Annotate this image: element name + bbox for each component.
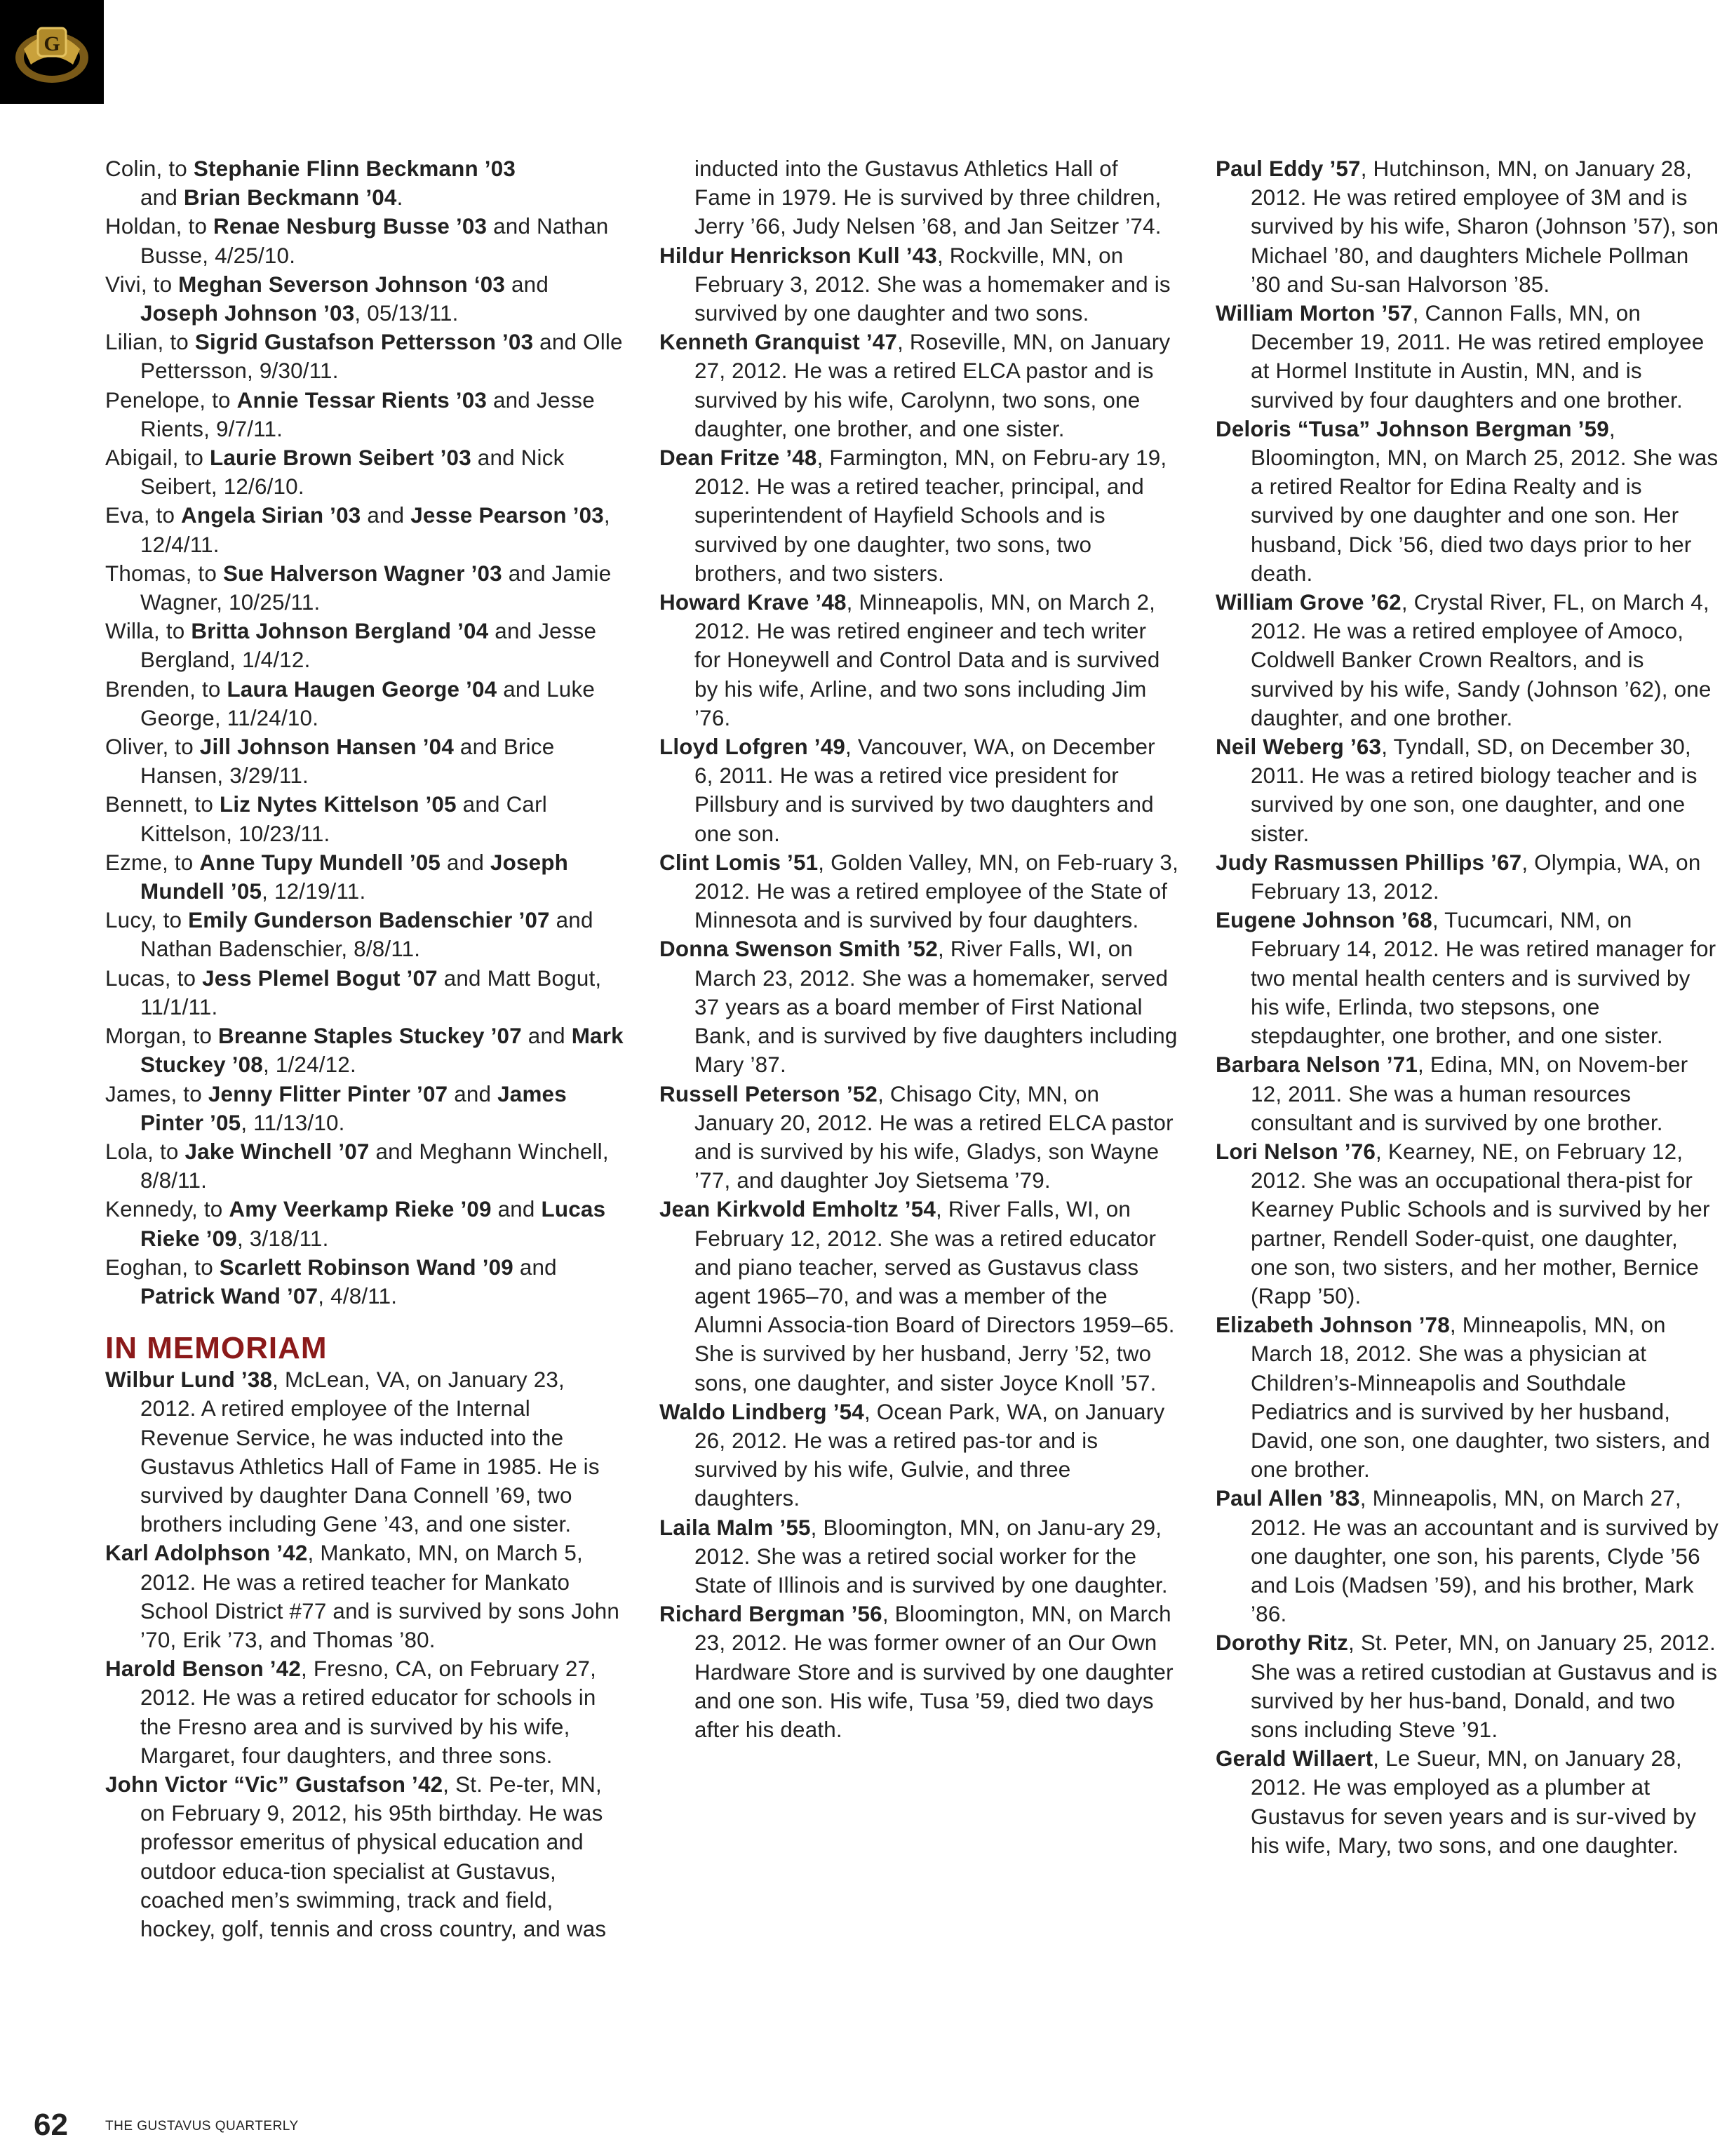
- entry-text: , Farmington, MN, on Febru-ary 19, 2012. He was a retired teacher, principal, and superintendent of Hayfield Schools and is survived by one daughter, two sons, two brothers, and two sisters.: [694, 446, 1167, 586]
- person-name: Laura Haugen George ’04: [227, 676, 497, 702]
- person-name: Breanne Staples Stuckey ’07: [217, 1024, 522, 1049]
- entry-text: and Luke George, 11/24/10.: [140, 676, 596, 730]
- entry-text: Eoghan, to: [105, 1254, 220, 1280]
- entry-text: , Kearney, NE, on February 12, 2012. She was an occupational thera-pist for Kearney Public Schools and is survived by her partner, Rendell Soder-quist, one daughter, one son, two sisters, and her mother, Bernice (Rapp ’50).: [1251, 1139, 1710, 1308]
- class-ring-logo: [0, 0, 104, 104]
- person-name: Lloyd Lofgren ’49: [659, 735, 846, 760]
- entry: [105, 443, 624, 501]
- entry: [105, 1253, 624, 1311]
- entry: [105, 1770, 624, 1943]
- entry: [659, 848, 1178, 935]
- entry: [1216, 588, 1721, 732]
- person-name: John Victor “Vic” Gustafson ’42: [105, 1772, 443, 1797]
- entry: [105, 1654, 624, 1770]
- section-heading: IN MEMORIAM: [105, 1331, 328, 1366]
- entry-text: Penelope, to: [105, 387, 237, 413]
- person-name: Patrick Wand ’07: [140, 1283, 318, 1308]
- entry-text: James, to: [105, 1081, 208, 1106]
- entry: [1216, 1050, 1721, 1137]
- column-left: [105, 154, 624, 1943]
- person-name: Donna Swenson Smith ’52: [659, 937, 939, 962]
- entry: [659, 732, 1178, 848]
- entry-text: and Carl Kittelson, 10/23/11.: [140, 792, 547, 846]
- entry-text: , St. Pe-ter, MN, on February 9, 2012, his 95th birthday. He was professor emeritus of physical education and outdoor educa-tion specialist at Gustavus, coached men’s swimming, track and field, hockey, golf, tennis and cross country, and was: [140, 1772, 607, 1941]
- entry-text: , Le Sueur, MN, on January 28, 2012. He was employed as a plumber at Gustavus for seven years and is sur-vived by his wife, Mary, two sons, and one daughter.: [1251, 1746, 1697, 1858]
- entry: [1216, 1311, 1721, 1484]
- entry: [659, 443, 1178, 588]
- person-name: Joseph Johnson ’03: [140, 301, 355, 326]
- entry-text: , Minneapolis, MN, on March 27, 2012. He was an accountant and is survived by one daughter, one son, his parents, Clyde ’56 and Lois (Madsen ’59), and his brother, Mark ’86.: [1251, 1486, 1719, 1627]
- person-name: Renae Nesburg Busse ’03: [213, 214, 488, 239]
- entry-text: , Minneapolis, MN, on March 18, 2012. She was a physician at Children’s-Minneapolis and Southdale Pediatrics and is survived by her husband, David, one son, one daughter, two sisters, and one brother.: [1251, 1313, 1710, 1482]
- entry-text: , Minneapolis, MN, on March 2, 2012. He was retired engineer and tech writer for Honeywell and Control Data and is survived by his wife, Arline, and two sons including Jim ’76.: [694, 590, 1160, 730]
- entry-text: Morgan, to: [105, 1024, 218, 1049]
- person-name: Emily Gunderson Badenschier ’07: [188, 908, 550, 933]
- entry-text: and Jesse Bergland, 1/4/12.: [140, 619, 597, 673]
- entry: [105, 154, 624, 212]
- person-name: Jesse Pearson ’03: [410, 503, 604, 528]
- person-name: Kenneth Granquist ’47: [659, 330, 898, 355]
- ring-icon: [0, 0, 104, 104]
- entry: [105, 270, 624, 328]
- person-name: Jenny Flitter Pinter ’07: [208, 1081, 448, 1106]
- person-name: Angela Sirian ’03: [181, 503, 361, 528]
- person-name: Brian Beckmann ’04: [183, 185, 397, 210]
- person-name: Sigrid Gustafson Pettersson ’03: [194, 330, 534, 355]
- person-name: Judy Rasmussen Phillips ’67: [1216, 850, 1522, 875]
- entry-text: Lola, to: [105, 1139, 185, 1164]
- entry-text: Lucy, to: [105, 908, 189, 933]
- entry-text: , Bloomington, MN, on March 23, 2012. He was former owner of an Our Own Hardware Store and is survived by one daughter and one son. His wife, Tusa ’59, died two days after his death.: [694, 1602, 1174, 1742]
- entry: [105, 848, 624, 906]
- person-name: Neil Weberg ’63: [1216, 735, 1382, 760]
- entry-text: , Edina, MN, on Novem-ber 12, 2011. She was a human resources consultant and is survived by one brother.: [1251, 1052, 1688, 1135]
- entry-text: , Mankato, MN, on March 5, 2012. He was a retired teacher for Mankato School District #77 and is survived by sons John ’70, Erik ’73, and Thomas ’80.: [140, 1541, 620, 1652]
- entry: [659, 328, 1178, 443]
- person-name: Dorothy Ritz: [1216, 1631, 1348, 1656]
- person-name: Waldo Lindberg ’54: [659, 1399, 864, 1424]
- person-name: Richard Bergman ’56: [659, 1602, 882, 1627]
- person-name: Deloris “Tusa” Johnson Bergman ’59: [1216, 416, 1609, 441]
- person-name: Russell Peterson ’52: [659, 1081, 878, 1106]
- entry-text: Vivi, to: [105, 272, 179, 297]
- person-name: Liz Nytes Kittelson ’05: [219, 792, 457, 817]
- entry-text: , 4/8/11.: [318, 1283, 398, 1308]
- person-name: Meghan Severson Johnson ‘03: [178, 272, 506, 297]
- entry: [659, 935, 1178, 1079]
- entry-text: , St. Peter, MN, on January 25, 2012. She was a retired custodian at Gustavus and is survived by her hus-band, Donald, and two sons including Steve ’91.: [1251, 1631, 1718, 1742]
- entry-text: Oliver, to: [105, 735, 200, 760]
- entry-text: and Jamie Wagner, 10/25/11.: [140, 561, 612, 615]
- entry: [105, 1022, 624, 1079]
- entry-text: and: [441, 850, 490, 875]
- entry: [1216, 154, 1721, 299]
- entry-text: , 11/13/10.: [241, 1110, 345, 1135]
- entry-text: , Ocean Park, WA, on January 26, 2012. He was a retired pas-tor and is survived by his wife, Gulvie, and three daughters.: [694, 1399, 1165, 1511]
- entry-text: and Meghann Winchell, 8/8/11.: [140, 1139, 609, 1193]
- person-name: Anne Tupy Mundell ’05: [199, 850, 441, 875]
- person-name: Annie Tessar Rients ’03: [236, 387, 488, 413]
- entry-text: Lucas, to: [105, 965, 203, 991]
- person-name: Wilbur Lund ’38: [105, 1367, 273, 1393]
- entry: [1216, 732, 1721, 848]
- column-right: [1216, 154, 1721, 1860]
- entry: [659, 154, 1178, 241]
- entry-text: , Cannon Falls, MN, on December 19, 2011. He was retired employee at Hormel Institute in Austin, MN, and is survived by four daughters and one brother.: [1251, 301, 1705, 413]
- entry: [105, 790, 624, 848]
- entry-text: and: [361, 503, 411, 528]
- entry-text: and Nick Seibert, 12/6/10.: [140, 446, 565, 500]
- person-name: Karl Adolphson ’42: [105, 1541, 308, 1566]
- person-name: Laurie Brown Seibert ’03: [209, 446, 471, 471]
- entry: [1216, 848, 1721, 906]
- entry-text: inducted into the Gustavus Athletics Hall of Fame in 1979. He is survived by three children, Jerry ’66, Judy Nelsen ’68, and Jan Seitzer ’74.: [694, 156, 1162, 239]
- entry: [659, 1080, 1178, 1196]
- person-name: James Pinter ’05: [140, 1081, 567, 1135]
- entry-text: , 12/19/11.: [262, 879, 366, 904]
- entry-text: .: [396, 185, 403, 210]
- person-name: Mark Stuckey ’08: [140, 1024, 624, 1078]
- entry-text: Ezme, to: [105, 850, 200, 875]
- entry-text: Kennedy, to: [105, 1197, 229, 1222]
- entry: [1216, 299, 1721, 415]
- person-name: Jake Winchell ’07: [184, 1139, 370, 1164]
- entry: [105, 1365, 624, 1539]
- entry: [105, 906, 624, 963]
- entry-text: , 12/4/11.: [140, 503, 610, 557]
- entry: [105, 1137, 624, 1195]
- entry-text: and: [505, 272, 549, 297]
- entry-text: , Vancouver, WA, on December 6, 2011. He was a retired vice president for Pillsbury and is survived by two daughters and one son.: [694, 735, 1155, 846]
- entry-text: , Bloomington, MN, on Janu-ary 29, 2012. She was a retired social worker for the State of Illinois and is survived by one daughter.: [694, 1515, 1168, 1598]
- entry: [105, 964, 624, 1022]
- entry: [105, 328, 624, 385]
- person-name: Jill Johnson Hansen ’04: [199, 735, 455, 760]
- person-name: Dean Fritze ’48: [659, 446, 817, 471]
- entry-text: , Golden Valley, MN, on Feb-ruary 3, 2012. He was a retired employee of the State of Minnesota and is survived by four daughters.: [694, 850, 1178, 933]
- entry-text: Brenden, to: [105, 676, 227, 702]
- entry: [1216, 1628, 1721, 1744]
- person-name: Paul Allen ’83: [1216, 1486, 1360, 1511]
- entry-text: Bennett, to: [105, 792, 220, 817]
- person-name: Stephanie Flinn Beckmann ’03: [193, 156, 516, 181]
- entry-text: , Olympia, WA, on February 13, 2012.: [1251, 850, 1701, 904]
- entry-text: , Roseville, MN, on January 27, 2012. He was a retired ELCA pastor and is survived by his wife, Carolynn, two sons, one daughter, one brother, and one sister.: [694, 330, 1171, 441]
- person-name: Scarlett Robinson Wand ’09: [219, 1254, 513, 1280]
- entry-text: , Chisago City, MN, on January 20, 2012. He was a retired ELCA pastor and is survived by his wife, Gladys, son Wayne ’77, and daughter Joy Sietsema ’79.: [694, 1081, 1174, 1193]
- entry: [659, 588, 1178, 732]
- person-name: Clint Lomis ’51: [659, 850, 819, 875]
- entry: [659, 241, 1178, 328]
- entry-text: and Matt Bogut, 11/1/11.: [140, 965, 602, 1019]
- entry-text: Thomas, to: [105, 561, 223, 586]
- entry-text: , Rockville, MN, on February 3, 2012. She was a homemaker and is survived by one daughter and two sons.: [694, 243, 1171, 326]
- entry-text: and Jesse Rients, 9/7/11.: [140, 387, 595, 441]
- entry-text: Holdan, to: [105, 214, 214, 239]
- person-name: Barbara Nelson ’71: [1216, 1052, 1418, 1078]
- person-name: Joseph Mundell ’05: [140, 850, 569, 904]
- entry: [105, 732, 624, 790]
- entry-text: Willa, to: [105, 619, 191, 644]
- entry-text: Colin, to: [105, 156, 194, 181]
- entry: [1216, 1137, 1721, 1311]
- entry-text: , Fresno, CA, on February 27, 2012. He was a retired educator for schools in the Fresno area and is survived by his wife, Margaret, four daughters, and three sons.: [140, 1656, 597, 1768]
- entry-text: , Hutchinson, MN, on January 28, 2012. He was retired employee of 3M and is survived by his wife, Sharon (Johnson ’57), son Michael ’80, and daughters Michele Pollman ’80 and Su-san Halvorson ’85.: [1251, 156, 1719, 297]
- entry: [659, 1600, 1178, 1744]
- entry-text: , Tyndall, SD, on December 30, 2011. He was a retired biology teacher and is survived by one son, one daughter, and one sister.: [1251, 735, 1698, 846]
- entry-text: and: [448, 1081, 498, 1106]
- person-name: Paul Eddy ’57: [1216, 156, 1361, 181]
- entry-text: , Bloomington, MN, on March 25, 2012. She was a retired Realtor for Edina Realty and is survived by one daughter and one son. Her husband, Dick ’56, died two days prior to her death.: [1251, 416, 1719, 586]
- entry-text: and Olle Pettersson, 9/30/11.: [140, 330, 623, 384]
- entry: [105, 1080, 624, 1137]
- entry: [105, 386, 624, 443]
- entry-text: , 3/18/11.: [236, 1226, 329, 1251]
- page-number: 62: [34, 2108, 68, 2142]
- person-name: Britta Johnson Bergland ’04: [191, 619, 489, 644]
- entry: [1216, 415, 1721, 588]
- entry: [1216, 1484, 1721, 1628]
- entry: [659, 1513, 1178, 1600]
- person-name: Elizabeth Johnson ’78: [1216, 1313, 1450, 1338]
- entry-text: and Brice Hansen, 3/29/11.: [140, 735, 555, 789]
- entry: [105, 675, 624, 732]
- entry-text: , River Falls, WI, on February 12, 2012. She was a retired educator and piano teacher, served as Gustavus class agent 1965–70, and was a member of the Alumni Associa-tion Board of Directors 1959–65. She is survived by her husband, Jerry ’52, two sons, one daughter, and sister Joyce Knoll ’57.: [694, 1197, 1175, 1395]
- person-name: William Grove ’62: [1216, 590, 1402, 615]
- entry: [659, 1398, 1178, 1513]
- entry: [105, 1539, 624, 1654]
- entry: [659, 1195, 1178, 1397]
- ring-letter: G: [43, 32, 60, 55]
- entry: [105, 501, 624, 558]
- entry-text: Eva, to: [105, 503, 182, 528]
- entry-text: and Nathan Busse, 4/25/10.: [140, 214, 609, 268]
- entry-text: Lilian, to: [105, 330, 195, 355]
- entry: [1216, 1744, 1721, 1860]
- entry: [105, 617, 624, 674]
- person-name: Hildur Henrickson Kull ’43: [659, 243, 937, 268]
- person-name: Sue Halverson Wagner ’03: [222, 561, 502, 586]
- entry-text: and: [513, 1254, 557, 1280]
- person-name: Gerald Willaert: [1216, 1746, 1373, 1772]
- person-name: William Morton ’57: [1216, 301, 1413, 326]
- person-name: Eugene Johnson ’68: [1216, 908, 1432, 933]
- person-name: Jess Plemel Bogut ’07: [202, 965, 438, 991]
- entry: [1216, 906, 1721, 1050]
- entry-text: Abigail, to: [105, 446, 210, 471]
- entry-text: and: [140, 185, 184, 210]
- person-name: Harold Benson ’42: [105, 1656, 302, 1682]
- person-name: Jean Kirkvold Emholtz ’54: [659, 1197, 936, 1222]
- entry-text: and: [491, 1197, 542, 1222]
- entry-text: and: [521, 1024, 572, 1049]
- entry: [105, 1195, 624, 1252]
- page-footer: [0, 2103, 1734, 2156]
- entry-text: , River Falls, WI, on March 23, 2012. She was a homemaker, served 37 years as a board member of First National Bank, and is survived by five daughters including Mary ’87.: [694, 937, 1178, 1078]
- column-middle: [659, 154, 1178, 1744]
- entry: [105, 212, 624, 269]
- person-name: Howard Krave ’48: [659, 590, 847, 615]
- entry-text: , 05/13/11.: [354, 301, 459, 326]
- entry-text: , Tucumcari, NM, on February 14, 2012. He was retired manager for two mental health centers and is survived by his wife, Erlinda, two stepsons, one stepdaughter, one brother, and one sister.: [1251, 908, 1716, 1049]
- entry-text: , McLean, VA, on January 23, 2012. A retired employee of the Internal Revenue Service, he was inducted into the Gustavus Athletics Hall of Fame in 1985. He is survived by daughter Dana Connell ’69, two brothers including Gene ’43, and one sister.: [140, 1367, 600, 1537]
- person-name: Lori Nelson ’76: [1216, 1139, 1376, 1164]
- entry: [105, 559, 624, 617]
- entry-text: and Nathan Badenschier, 8/8/11.: [140, 908, 593, 962]
- person-name: Amy Veerkamp Rieke ’09: [229, 1197, 492, 1222]
- person-name: Laila Malm ’55: [659, 1515, 811, 1540]
- entry-text: , 1/24/12.: [262, 1052, 356, 1078]
- entry-text: , Crystal River, FL, on March 4, 2012. He was a retired employee of Amoco, Coldwell Banker Crown Realtors, and is survived by his wife, Sandy (Johnson ’62), one daughter, and one brother.: [1251, 590, 1712, 730]
- person-name: Lucas Rieke ’09: [140, 1197, 606, 1251]
- publication-title: THE GUSTAVUS QUARTERLY: [105, 2119, 299, 2134]
